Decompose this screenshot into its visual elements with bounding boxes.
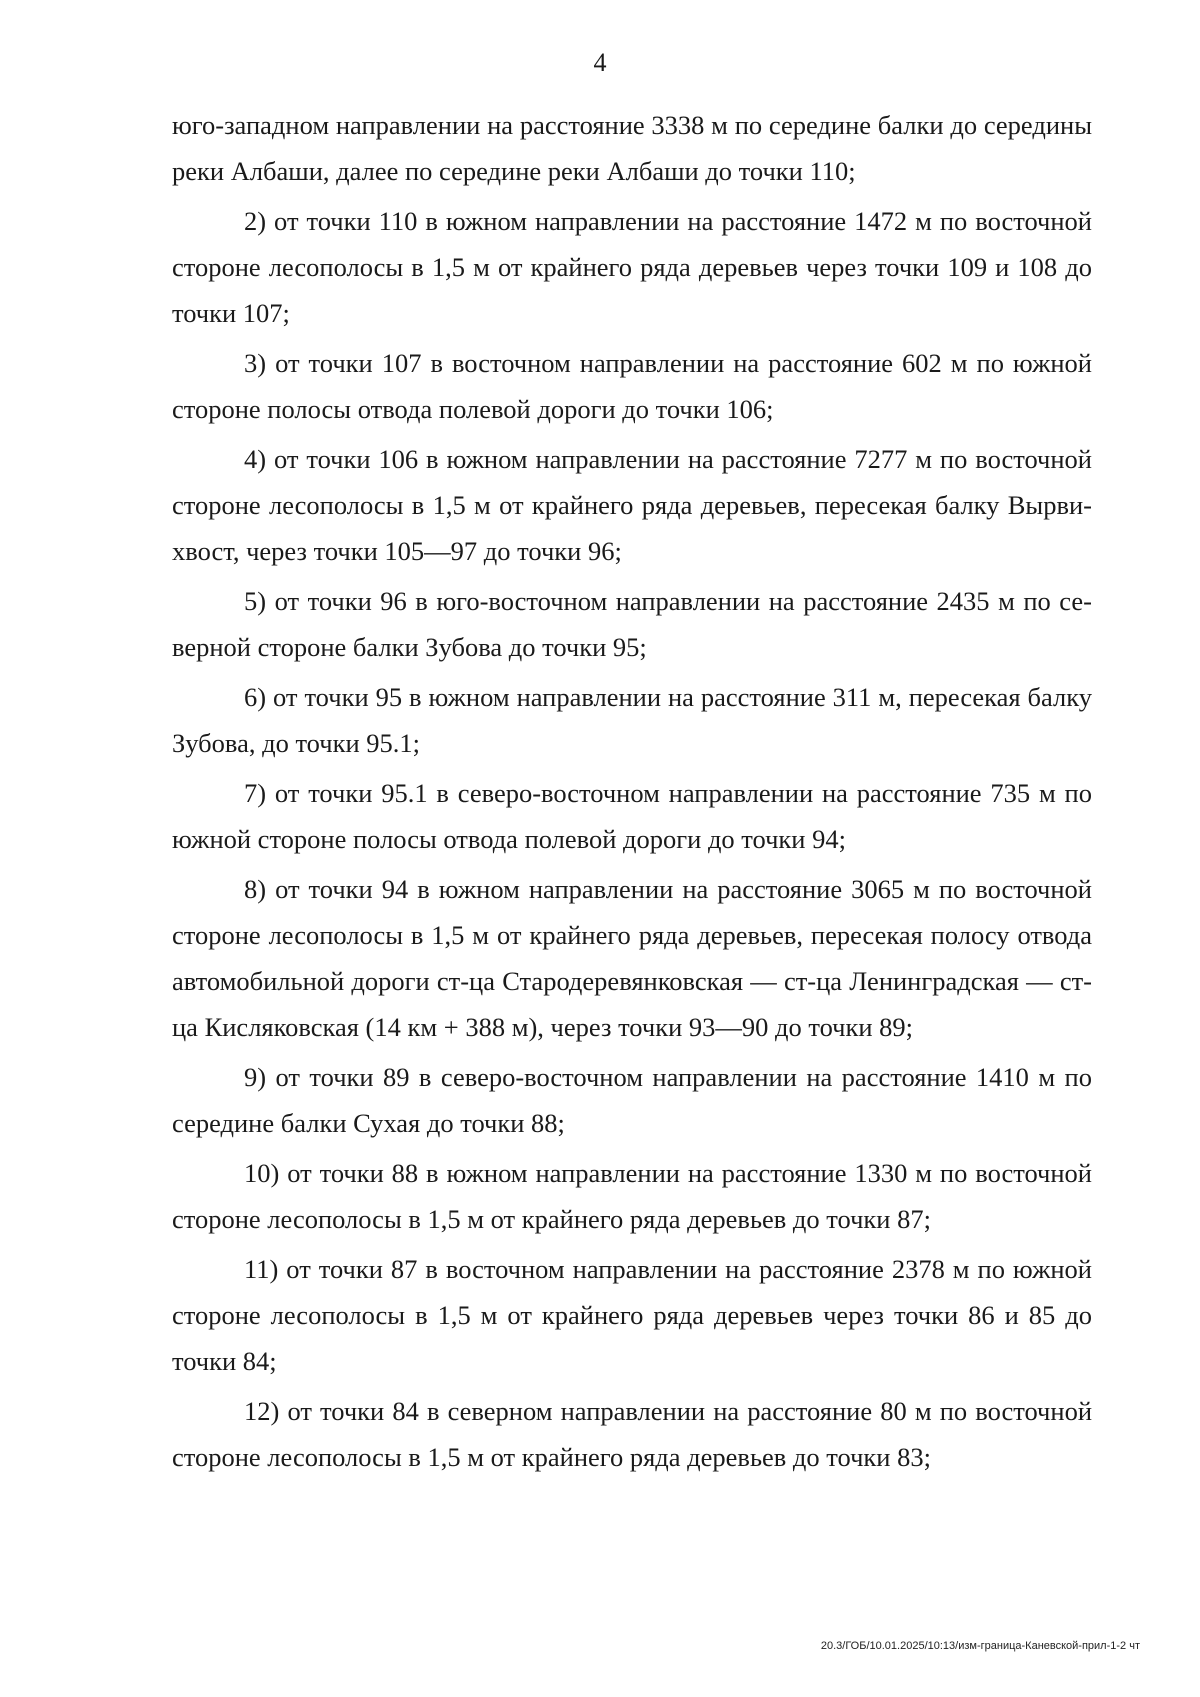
document-body [172,102,1092,1484]
paragraph-item-4: 4) от точки 106 в южном направлении на расстояние 7277 м по восточной стороне лесополосы в 1,5 м от крайнего ряда деревьев, пересекая балку Вырвихвост, через точки 105—97 до точки 96; [172,444,1092,566]
paragraph-item-9: 9) от точки 89 в северо-восточном направлении на расстояние 1410 м по середине балки Сухая до точки 88; [172,1062,1092,1138]
paragraph-item-3: 3) от точки 107 в восточном направлении на расстояние 602 м по южной стороне полосы отвода полевой дороги до точки 106; [172,348,1092,424]
paragraph-item-6: 6) от точки 95 в южном направлении на расстояние 311 м, пересекая балку Зубова, до точки 95.1; [172,682,1092,758]
paragraph-item-2: 2) от точки 110 в южном направлении на расстояние 1472 м по восточной стороне лесополосы в 1,5 м от крайнего ряда деревьев через точки 109 и 108 до точки 107; [172,206,1092,328]
paragraph-item-10: 10) от точки 88 в южном направлении на расстояние 1330 м по восточной стороне лесополосы в 1,5 м от крайнего ряда деревьев до точки 87; [172,1158,1092,1234]
paragraph-item-8: 8) от точки 94 в южном направлении на расстояние 3065 м по восточной стороне лесополосы в 1,5 м от крайнего ряда деревьев, пересекая полосу отвода автомобильной дороги ст-ца Стародеревянковская — ст-ца Ленинградская — ст-ца Кисляковская (14 км + 388 м), через точки 93—90 до точки 89; [172,874,1092,1042]
paragraph-item-5: 5) от точки 96 в юго-восточном направлении на расстояние 2435 м по северной стороне балки Зубова до точки 95; [172,586,1092,662]
paragraph-item-7: 7) от точки 95.1 в северо-восточном направлении на расстояние 735 м по южной стороне полосы отвода полевой дороги до точки 94; [172,778,1092,854]
paragraph-continuation: юго-западном направлении на расстояние 3338 м по середине балки до середины реки Албаши, далее по середине реки Албаши до точки 110; [172,110,1092,186]
paragraph-item-12: 12) от точки 84 в северном направлении на расстояние 80 м по восточной стороне лесополосы в 1,5 м от крайнего ряда деревьев до точки 83; [172,1396,1092,1472]
document-footer-code: 20.3/ГОБ/10.01.2025/10:13/изм-граница-Каневской-прил-1-2 чт [820,1640,1140,1652]
paragraph-item-11: 11) от точки 87 в восточном направлении на расстояние 2378 м по южной стороне лесополосы в 1,5 м от крайнего ряда деревьев через точки 86 и 85 до точки 84; [172,1254,1092,1376]
page-number: 4 [593,48,607,77]
